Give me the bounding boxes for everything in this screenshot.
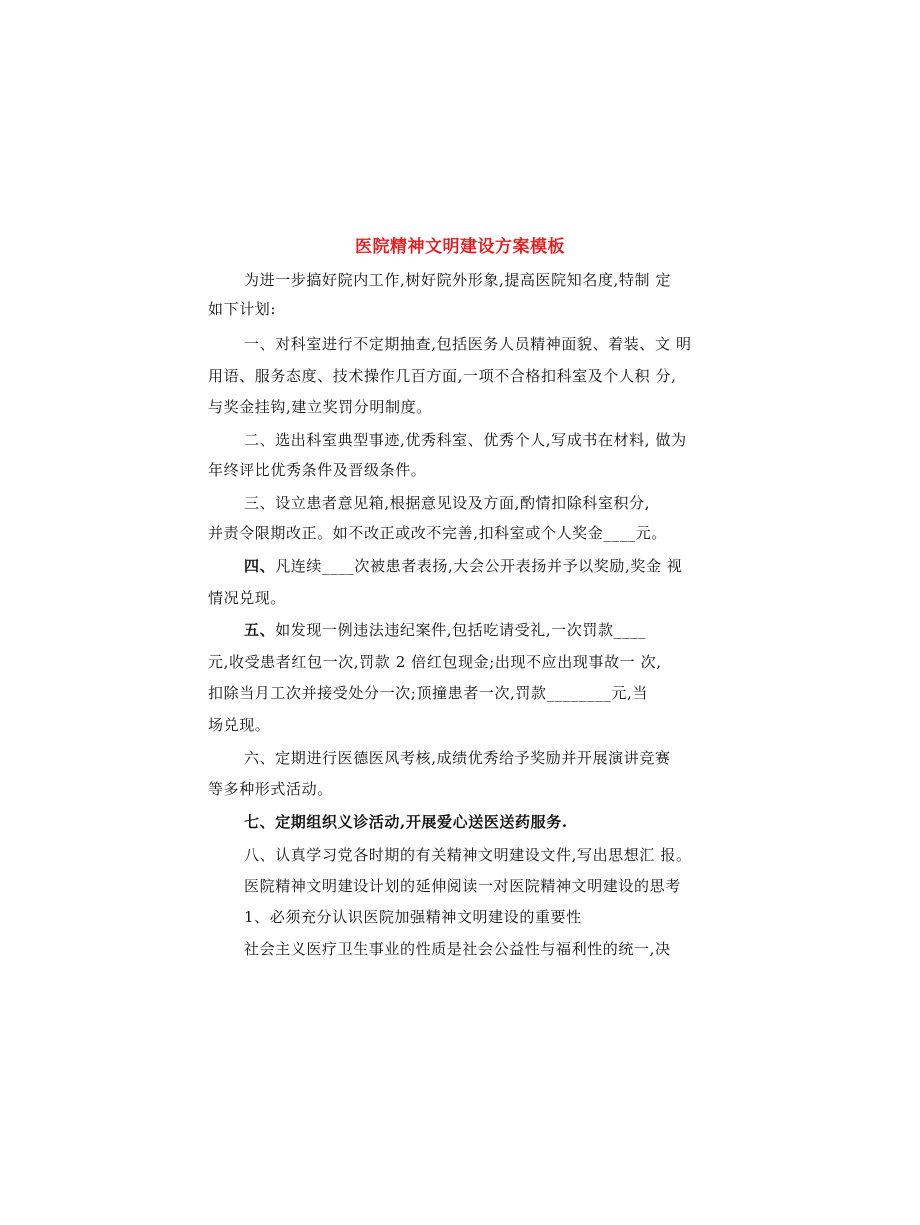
paragraph-line: 医院精神文明建设计划的延伸阅读一对医院精神文明建设的思考: [244, 877, 681, 895]
paragraph-line: 为进一步搞好院内工作,树好院外形象,提高医院知名度,特制 定: [244, 271, 672, 289]
paragraph-line: 七、定期组织义诊活动,开展爱心送医送药服务.: [244, 813, 568, 831]
paragraph-line: 场兑现。: [208, 716, 271, 734]
paragraph-line: 三、设立患者意见箱,根据意见设及方面,酌情扣除科室积分,: [244, 494, 651, 512]
paragraph-line: 二、选出科室典型事迹,优秀科室、优秀个人,写成书在材料, 做为: [244, 431, 687, 449]
inline-text: 凡连续____: [275, 557, 355, 575]
paragraph-line: 情况兑现。: [208, 589, 287, 607]
paragraph-line: 社会主义医疗卫生事业的性质是社会公益性与福利性的统一,决: [244, 940, 671, 958]
item-number: 四、: [244, 557, 276, 575]
paragraph-line: 并责令限期改正。如不改正或改不完善,扣科室或个人奖金____元。: [208, 524, 667, 542]
paragraph-line: [244, 556, 683, 576]
paragraph-line: 年终评比优秀条件及晋级条件。: [208, 461, 427, 479]
paragraph-line: 八、认真学习党各时期的有关精神文明建设文件,写出思想汇 报。: [244, 846, 692, 864]
paragraph-line: 等多种形式活动。: [208, 780, 333, 798]
paragraph-line: 1、必须充分认识医院加强精神文明建设的重要性: [244, 908, 582, 926]
paragraph-line: 元,收受患者红包一次,罚款 2 倍红包现金;出现不应出现事故一 次,: [208, 653, 662, 671]
inline-text: 次被患者表扬,大会公开表扬并予以奖励,奖金 视: [354, 557, 683, 575]
inline-text: 如发现一例违法违纪案件,包括吃请受礼,一次罚款____: [275, 621, 646, 639]
document-title: 医院精神文明建设方案模板: [355, 237, 565, 257]
item-number: 五、: [244, 621, 276, 639]
paragraph-line: 用语、服务态度、技术操作几百方面,一项不合格扣科室及个人积 分,: [208, 367, 677, 385]
paragraph-line: 六、定期进行医德医风考核,成绩优秀给予奖励并开展演讲竞赛: [244, 749, 671, 767]
paragraph-line: 如下计划:: [208, 300, 277, 318]
paragraph-line: [244, 620, 646, 640]
paragraph-line: 扣除当月工次并接受处分一次;顶撞患者一次,罚款________元,当: [208, 684, 648, 702]
paragraph-line: 一、对科室进行不定期抽查,包括医务人员精神面貌、着装、文 明: [244, 335, 692, 353]
paragraph-line: 与奖金挂钩,建立奖罚分明制度。: [208, 398, 432, 416]
